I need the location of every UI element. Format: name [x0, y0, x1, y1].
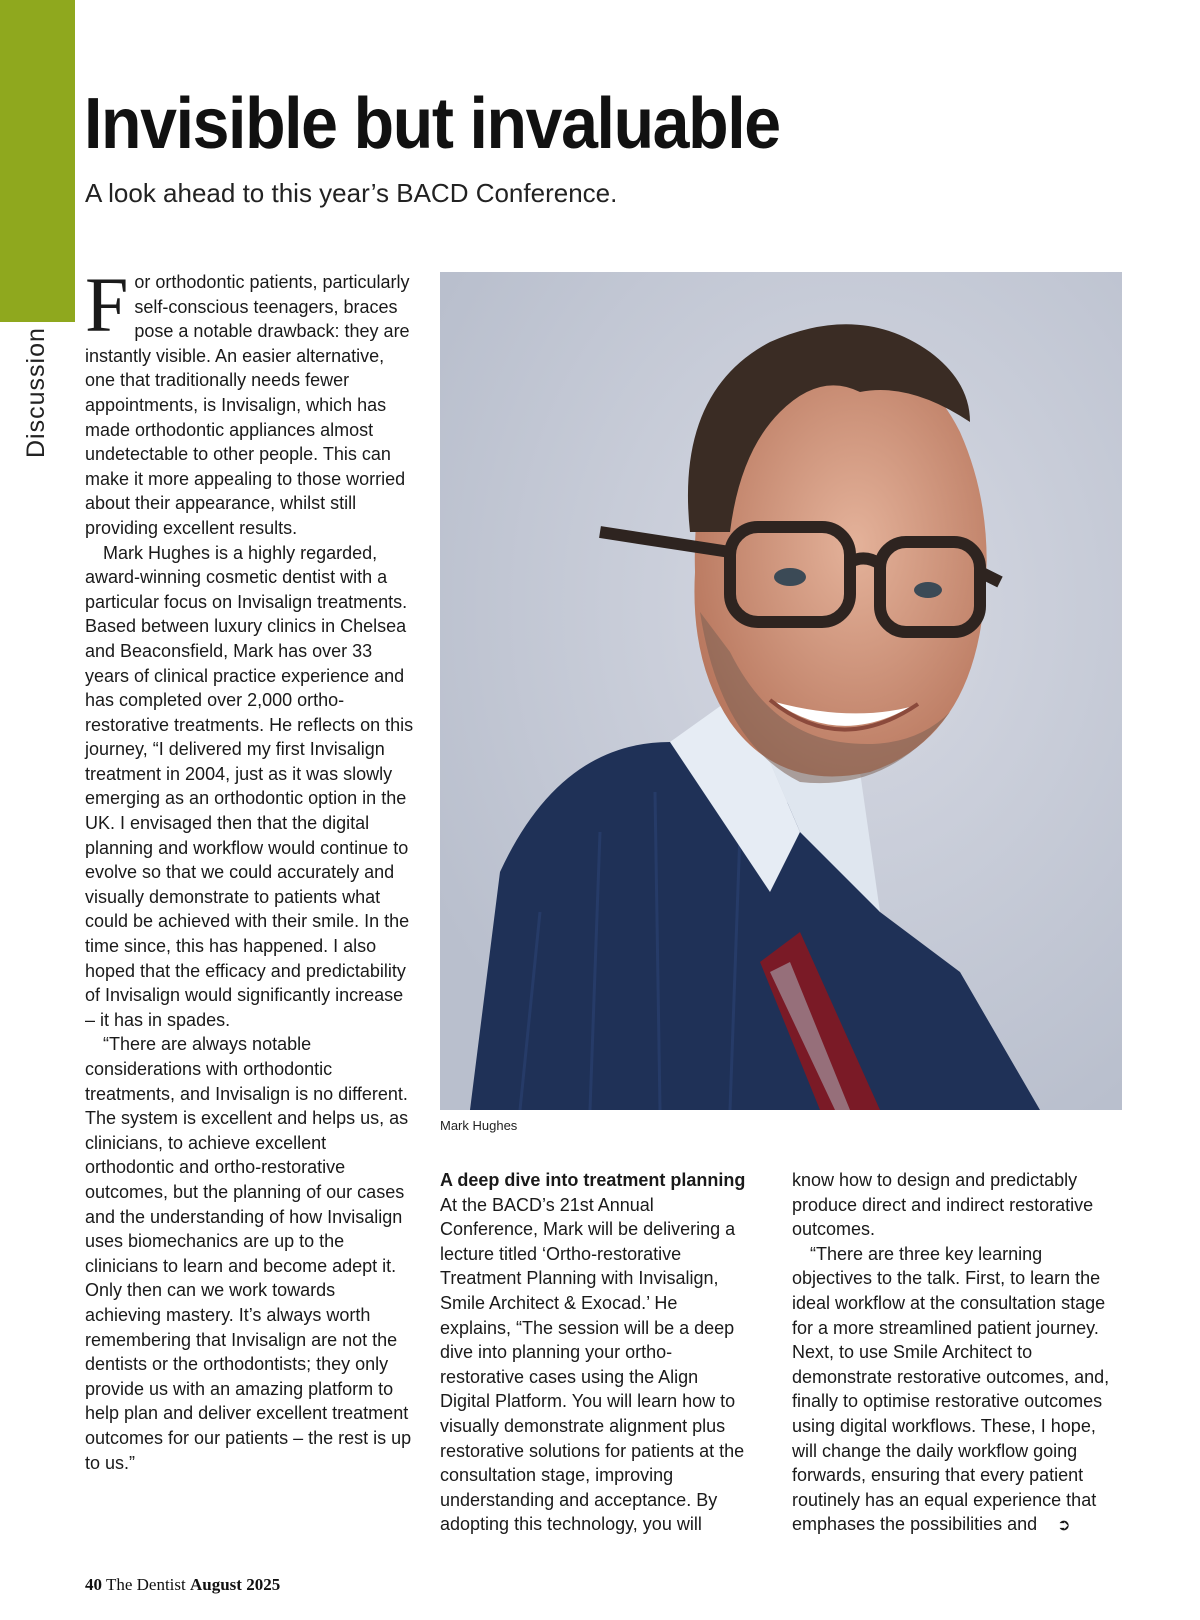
portrait-illustration	[440, 272, 1122, 1110]
article-paragraph: know how to design and predictably produce direct and indirect restorative outcomes.	[792, 1170, 1094, 1240]
page-footer	[85, 1575, 280, 1595]
paragraph-text: “There are three key learning objectives to the talk. First, to learn the ideal workflow at the consultation stage for a more streamlined patient journey. Next, to use Smile Architect to demonstrate restorative outcomes, and, finally to optimise restorative outcomes using digital workflows. These, I hope, will change the daily workflow going forwards, ensuring that every patient routinely has an equal experience that emphases the possibilities and	[792, 1243, 1110, 1535]
section-label: Discussion	[22, 327, 50, 458]
article-paragraph: At the BACD’s 21st Annual Conference, Mark will be delivering a lecture titled ‘Ortho-restorative Treatment Planning with Invisalign, Smile Architect & Exocad.’ He explains, “The session will be a deep dive into planning your ortho-restorative cases using the Align Digital Platform. You will learn how to visually demonstrate alignment plus restorative solutions for patients at the consultation stage, improving understanding and acceptance. By adopting this technology, you will	[440, 1194, 745, 1535]
issue-date: August 2025	[190, 1575, 281, 1594]
photo-caption: Mark Hughes	[440, 1118, 518, 1133]
article-column-right	[792, 1168, 1112, 1539]
article-standfirst: A look ahead to this year’s BACD Conference.	[85, 178, 618, 208]
article-paragraph	[85, 261, 415, 541]
continue-arrow-icon: ➲	[1057, 1517, 1071, 1535]
article-paragraph: Mark Hughes is a highly regarded, award-winning cosmetic dentist with a particular focus on Invisalign treatments. Based between luxury clinics in Chelsea and Beaconsfield, Mark has over 33 years of clinical practice experience and has completed over 2,000 ortho-restorative treatments. He reflects on this journey, “I delivered my first Invisalign treatment in 2004, just as it was slowly emerging as an orthodontic option in the UK. I envisaged then that the digital planning and workflow would continue to evolve so that we could accurately and visually demonstrate to patients what could be achieved with their smile. In the time since, this has happened. I also hoped that the efficacy and predictability of Invisalign would significantly increase – it has in spades.	[85, 542, 414, 1030]
page-number: 40	[85, 1575, 102, 1594]
drop-cap: F	[85, 261, 129, 348]
portrait-photo	[440, 272, 1122, 1110]
article-column-middle	[440, 1168, 750, 1537]
paragraph-text: or orthodontic patients, particularly self-conscious teenagers, braces pose a notable drawback: they are instantly visible. An easier alternative, one that traditionally needs fewer appointments, is Invisalign, which has made orthodontic appliances almost undetectable to other people. This can make it more appealing to those worried about their appearance, whilst still providing excellent results.	[85, 272, 410, 538]
article-paragraph	[792, 1242, 1112, 1539]
article-paragraph: “There are always notable considerations with orthodontic treatments, and Invisalign is no different. The system is excellent and helps us, as clinicians, to achieve excellent orthodontic and ortho-restorative outcomes, but the planning of our cases and the understanding of how Invisalign uses biomechanics are up to the clinicians to learn and become adept it. Only then can we work towards achieving mastery. It’s always worth remembering that Invisalign are not the dentists or the orthodontists; they only provide us with an amazing platform to help plan and deliver excellent treatment outcomes for our patients – the rest is up to us.”	[85, 1034, 412, 1473]
article-subhead: A deep dive into treatment planning	[440, 1170, 746, 1190]
section-color-bar	[0, 0, 75, 322]
article-column-left	[85, 261, 415, 1475]
publication-name: The Dentist	[105, 1575, 186, 1594]
article-headline: Invisible but invaluable	[84, 84, 780, 164]
